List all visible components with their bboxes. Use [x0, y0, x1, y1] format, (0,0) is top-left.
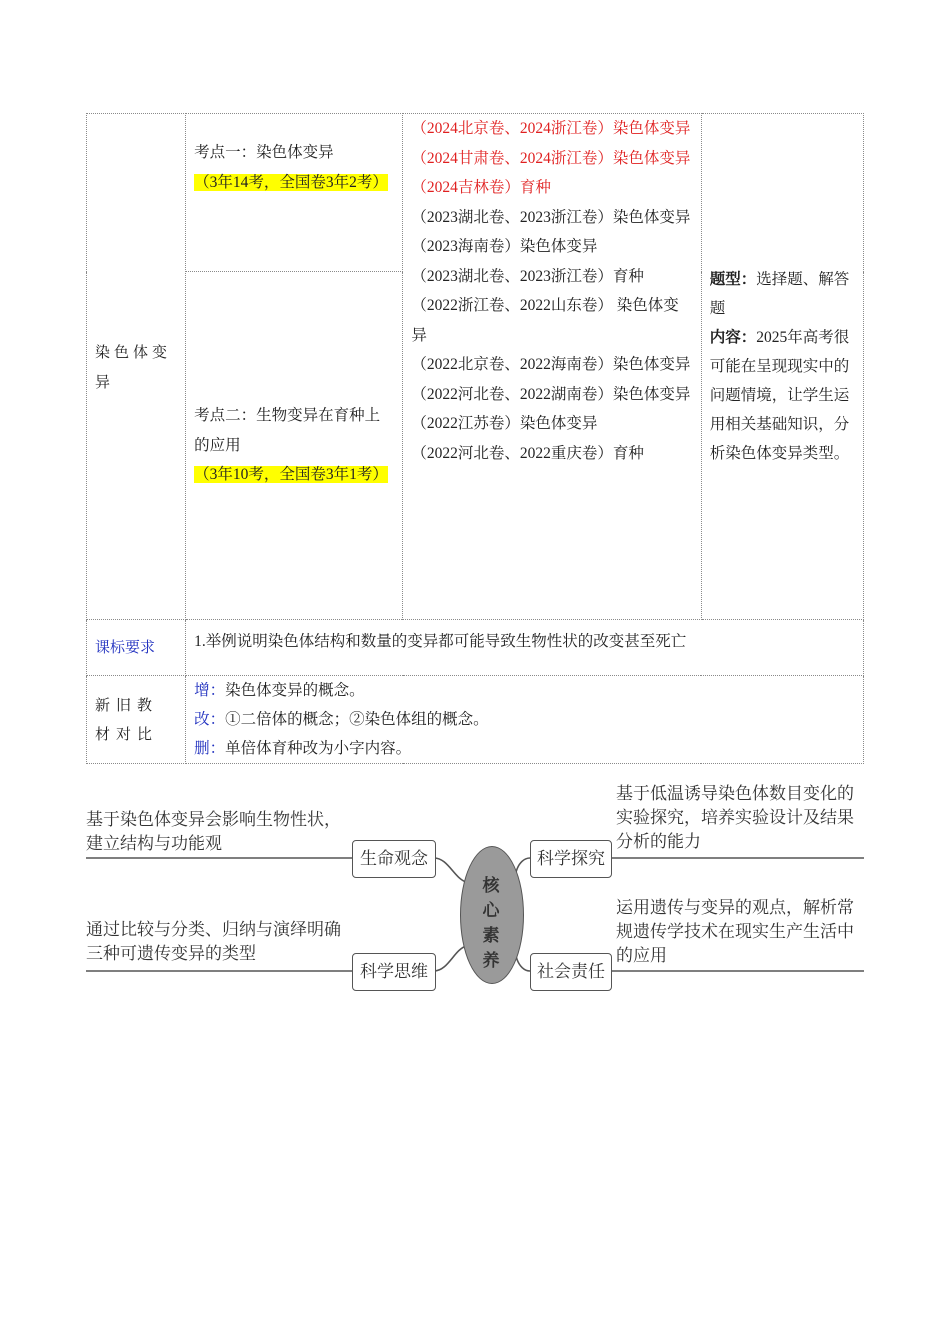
exam-year-item: （2024吉林卷）育种 [411, 179, 551, 196]
compare-label-cell [87, 676, 186, 764]
exam-point-2-title: 考点二：生物变异在育种上的应用 [194, 407, 381, 454]
center-char: 心 [482, 901, 500, 921]
branch-box-scientific-inquiry: 科学探究 [530, 840, 612, 878]
compare-add-label: 增： [194, 682, 226, 699]
branch-text-social-responsibility: 运用遗传与变异的观点，解析常规遗传学技术在现实生产生活中的应用 [616, 898, 854, 966]
standard-label: 课标要求 [95, 637, 156, 656]
content-text: 2025年高考很可能在呈现现实中的问题情境，让学生运用相关基础知识，分析染色体变异类型。 [709, 329, 850, 462]
exam-year-item: （2024甘肃卷、2024浙江卷）染色体变异 [411, 149, 691, 167]
exam-point-1 [186, 114, 403, 272]
core-literacy-mindmap [86, 778, 864, 998]
center-char: 核 [482, 876, 500, 896]
exam-point-1-stat: （3年14考，全国卷3年2考） [194, 173, 388, 191]
exam-year-item: （2022江苏卷）染色体变异 [411, 415, 598, 432]
mindmap-center-label [474, 874, 508, 974]
type-label: 题型： [709, 271, 757, 288]
question-description-cell [701, 114, 863, 620]
branch-text-scientific-thinking: 通过比较与分类、归纳与演绎明确三种可遗传变异的类型 [86, 920, 341, 964]
exam-year-item: （2023湖北卷、2023浙江卷）育种 [411, 267, 644, 285]
exam-point-1-title: 考点一：染色体变异 [194, 144, 334, 161]
compare-change-text: ①二倍体的概念；②染色体组的概念。 [225, 711, 489, 728]
exam-year-item: （2023海南卷）染色体变异 [411, 238, 598, 255]
compare-line-add [194, 676, 855, 705]
exam-year-item: （2022河北卷、2022湖南卷）染色体变异 [411, 385, 691, 403]
compare-line-delete [194, 734, 855, 763]
center-char: 养 [482, 951, 500, 971]
topic-cell [87, 114, 186, 620]
compare-label: 新旧教材对比 [95, 695, 159, 743]
compare-line-change [194, 705, 855, 734]
standard-text: 1.举例说明染色体结构和数量的变异都可能导致生物性状的改变甚至死亡 [194, 633, 687, 650]
exam-analysis-table [86, 113, 864, 764]
exam-year-item: （2023湖北卷、2023浙江卷）染色体变异 [411, 208, 691, 226]
type-text: 选择题、解答题 [709, 271, 850, 317]
branch-box-social-responsibility: 社会责任 [530, 953, 612, 991]
compare-change-label: 改： [194, 711, 226, 728]
connector-left-top [434, 858, 466, 882]
branch-box-scientific-thinking: 科学思维 [352, 953, 436, 991]
exam-year-item: （2022河北卷、2022重庆卷）育种 [411, 444, 644, 462]
compare-delete-label: 删： [194, 740, 226, 757]
exam-year-item: （2024北京卷、2024浙江卷）染色体变异 [411, 120, 691, 137]
compare-text-cell [186, 676, 864, 764]
exam-point-2-stat: （3年10考，全国卷3年1考） [194, 466, 388, 484]
compare-add-text: 染色体变异的概念。 [225, 682, 365, 699]
standard-text-cell [186, 620, 864, 676]
exam-year-item: （2022浙江卷、2022山东卷） 染色体变异 [411, 297, 679, 344]
compare-delete-text: 单倍体育种改为小字内容。 [225, 740, 412, 757]
connector-left-bottom [434, 946, 466, 971]
center-char: 素 [482, 926, 500, 946]
standard-label-cell [87, 620, 186, 676]
branch-text-life-concept: 基于染色体变异会影响生物性状，建立结构与功能观 [86, 810, 341, 854]
exam-years-cell [403, 114, 701, 620]
branch-text-scientific-inquiry: 基于低温诱导染色体数目变化的实验探究，培养实验设计及结果分析的能力 [616, 784, 854, 852]
topic-label: 染色体变异 [95, 342, 172, 391]
exam-point-2 [186, 272, 403, 620]
content-label: 内容： [709, 329, 757, 346]
exam-year-item: （2022北京卷、2022海南卷）染色体变异 [411, 356, 691, 373]
branch-box-life-concept: 生命观念 [352, 840, 436, 878]
